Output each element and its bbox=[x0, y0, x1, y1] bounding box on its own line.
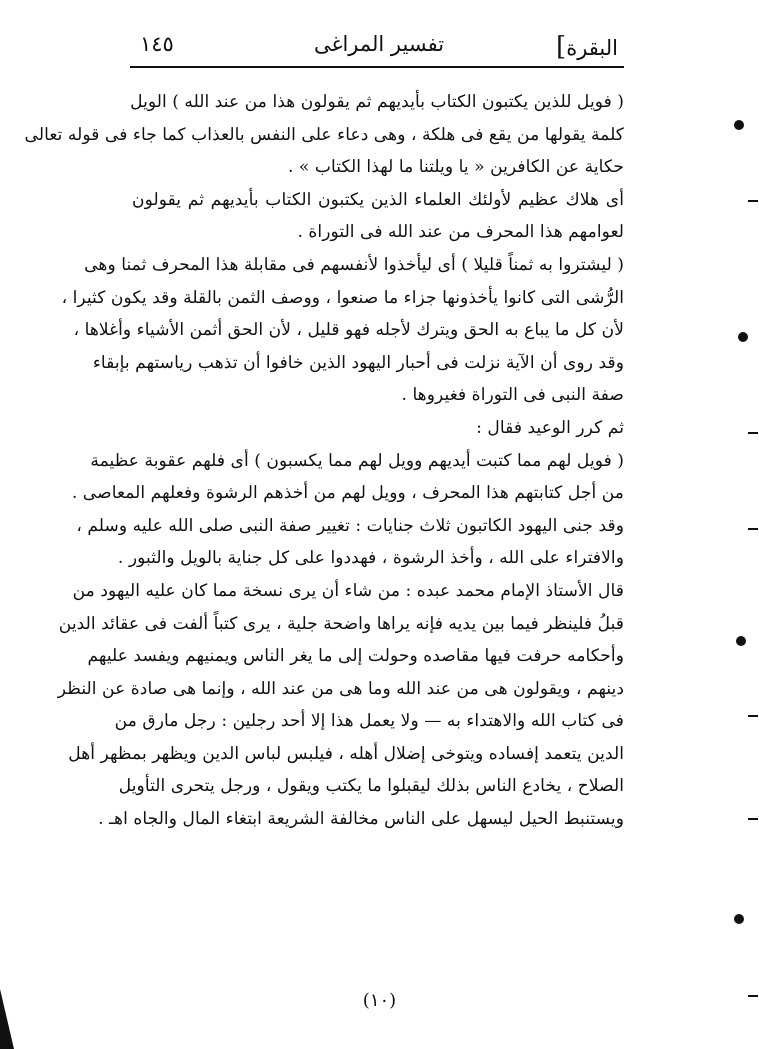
scan-speck bbox=[736, 636, 746, 646]
scan-edge-mark bbox=[748, 200, 758, 202]
scan-edge-mark bbox=[748, 715, 758, 717]
book-title: تفسير المراغى bbox=[313, 32, 445, 56]
text-line: الدين يتعمد إفساده ويتوخى إضلال أهله ، فيلبس لباس الدين ويظهر بمظهر أهل bbox=[68, 743, 624, 764]
text-line: الرُّشى التى كانوا يأخذونها جزاء ما صنعوا ، ووصف الثمن بالقلة وقد يكون كثيرا ، bbox=[61, 287, 624, 308]
header-bracket: ] bbox=[556, 32, 567, 62]
text-line: حكاية عن الكافرين « يا ويلتنا ما لهذا الكتاب » . bbox=[287, 157, 624, 178]
scan-edge-mark bbox=[748, 818, 758, 820]
scan-edge-mark bbox=[748, 528, 758, 530]
text-line: ( فويل لهم مما كتبت أيديهم وويل لهم مما يكسبون ) أى فلهم عقوبة عظيمة bbox=[90, 450, 624, 471]
scan-edge-mark bbox=[748, 995, 758, 997]
text-line: أى هلاك عظيم لأولئك العلماء الذين يكتبون الكتاب بأيديهم ثم يقولون bbox=[132, 189, 624, 210]
page-body bbox=[24, 86, 624, 836]
text-line: وقد روى أن الآية نزلت فى أحبار اليهود الذين خافوا أن تذهب رياستهم بإبقاء bbox=[92, 352, 624, 373]
text-line: قال الأستاذ الإمام محمد عبده : من شاء أن يرى نسخة مما كان عليه اليهود من bbox=[72, 580, 624, 601]
scan-corner-shadow bbox=[0, 989, 14, 1049]
text-line: لأن كل ما يباع به الحق ويترك لأجله فهو قليل ، لأن الحق أثمن الأشياء وأغلاها ، bbox=[73, 320, 624, 341]
text-line: والافتراء على الله ، وأخذ الرشوة ، فهددوا على كل جناية بالويل والثبور . bbox=[117, 548, 624, 569]
text-line: ثم كرر الوعيد فقال : bbox=[476, 417, 624, 438]
text-line: ( ليشتروا به ثمناً قليلا ) أى ليأخذوا لأنفسهم فى مقابلة هذا المحرف ثمنا وهى bbox=[84, 254, 624, 275]
text-line: من أجل كتابتهم هذا المحرف ، وويل لهم من أخذهم الرشوة وفعلهم المعاصى . bbox=[71, 483, 624, 504]
text-line: ( فويل للذين يكتبون الكتاب بأيديهم ثم يقولون هذا من عند الله ) الويل bbox=[130, 92, 624, 112]
text-line: ويستنبط الحيل ليسهل على الناس مخالفة الشريعة ابتغاء المال والجاه اهـ . bbox=[98, 809, 624, 830]
text-line: دينهم ، ويقولون هى من عند الله وما هى من عند الله ، وإنما هى صادة عن النظر bbox=[57, 678, 624, 699]
text-line: قبلُ فلينظر فيما بين يديه فإنه يراها واضحة جلية ، يرى كتباً ألفت فى عقائد الدين bbox=[58, 613, 624, 634]
text-line: صفة النبى فى التوراة فغيروها . bbox=[401, 385, 624, 406]
scan-edge-mark bbox=[748, 432, 758, 434]
scan-speck bbox=[734, 120, 744, 130]
text-line: لعوامهم هذا المحرف من عند الله فى التوراة . bbox=[297, 222, 624, 243]
text-line: الصلاح ، يخادع الناس بذلك ليقبلوا ما يكتب ويقول ، ورجل يتحرى التأويل bbox=[118, 776, 624, 797]
page-header bbox=[140, 28, 618, 64]
surah-label: البقرة bbox=[566, 36, 618, 60]
signature-mark: (١٠) bbox=[362, 990, 397, 1011]
text-line: كلمة يقولها من يقع فى هلكة ، وهى دعاء على النفس بالعذاب كما جاء فى قوله تعالى bbox=[24, 124, 624, 145]
scan-speck bbox=[738, 332, 748, 342]
header-rule bbox=[130, 66, 624, 68]
text-line: فى كتاب الله والاهتداء به — ولا يعمل هذا إلا أحد رجلين : رجل مارق من bbox=[114, 711, 624, 732]
text-line: وقد جنى اليهود الكاتبون ثلاث جنايات : تغيير صفة النبى صلى الله عليه وسلم ، bbox=[76, 515, 624, 536]
page-number: ١٤٥ bbox=[140, 32, 174, 56]
scan-speck bbox=[734, 914, 744, 924]
text-line: وأحكامه حرفت فيها مقاصده وحولت إلى ما يغر الناس ويمنيهم ويفسد عليهم bbox=[87, 646, 624, 667]
